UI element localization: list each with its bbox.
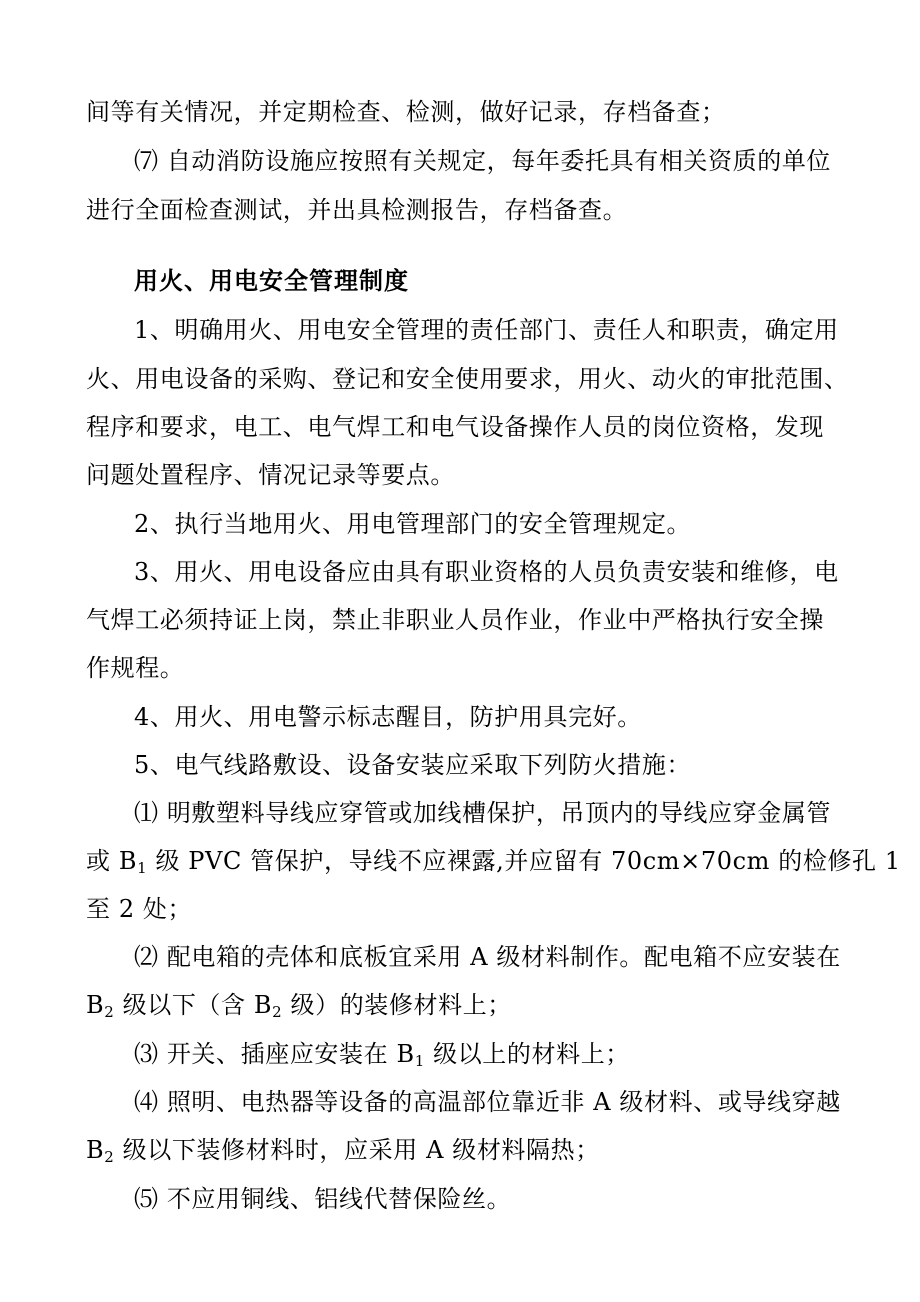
para-5: 5、电气线路敷设、设备安装应采取下列防火措施： [134, 751, 692, 779]
sub-item-2-line-2 [86, 990, 512, 1020]
para-1-line-1: 1、明确用火、用电安全管理的责任部门、责任人和职责，确定用 [134, 316, 839, 344]
sub-item-1-text-b: 级 PVC 管保护，导线不应裸露,并应留有 70cm×70cm 的检修孔 1 [147, 847, 901, 875]
sub-item-4-line-1: ⑷ 照明、电热器等设备的高温部位靠近非 A 级材料、或导线穿越 [134, 1088, 841, 1116]
sub-item-4-text-b: 级以下装修材料时，应采用 A 级材料隔热； [114, 1136, 600, 1164]
para-1-line-2: 火、用电设备的采购、登记和安全使用要求，用火、动火的审批范围、 [86, 365, 849, 393]
item-7-line-1: ⑺ 自动消防设施应按照有关规定，每年委托具有相关资质的单位 [134, 147, 832, 175]
sub-item-5: ⑸ 不应用铜线、铝线代替保险丝。 [134, 1185, 512, 1213]
sub-item-2-text-b: 级以下（含 B [114, 991, 273, 1019]
sub-item-1-line-3: 至 2 处； [86, 895, 193, 923]
item-7-line-2: 进行全面检查测试，并出具检测报告，存档备查。 [86, 196, 628, 224]
sub-item-4-line-2 [86, 1135, 600, 1165]
sub-item-1-line-2 [86, 846, 901, 876]
para-2: 2、执行当地用火、用电管理部门的安全管理规定。 [134, 510, 692, 538]
sub-item-2-text-a: B [86, 991, 105, 1019]
sub-item-2-text-c: 级）的装修材料上； [282, 991, 512, 1019]
sub-item-3 [134, 1039, 630, 1069]
sub-item-3-text-b: 级以上的材料上； [424, 1040, 630, 1068]
subscript: 2 [272, 1003, 283, 1021]
subscript: 2 [104, 1148, 115, 1166]
para-3-line-3: 作规程。 [86, 654, 185, 682]
para-1-line-3: 程序和要求，电工、电气焊工和电气设备操作人员的岗位资格，发现 [86, 413, 824, 441]
para-1-line-4: 问题处置程序、情况记录等要点。 [86, 461, 455, 489]
sub-item-3-text-a: ⑶ 开关、插座应安装在 B [134, 1040, 415, 1068]
sub-item-2-line-1: ⑵ 配电箱的壳体和底板宜采用 A 级材料制作。配电箱不应安装在 [134, 943, 841, 971]
sub-item-1-text-a: 或 B [86, 847, 138, 875]
para-3-line-2: 气焊工必须持证上岗，禁止非职业人员作业，作业中严格执行安全操 [86, 606, 824, 634]
subscript: 2 [104, 1003, 115, 1021]
subscript: 1 [137, 859, 148, 877]
sub-item-4-text-a: B [86, 1136, 105, 1164]
continuation-text: 间等有关情况，并定期检查、检测，做好记录，存档备查； [86, 98, 726, 126]
section-title: 用火、用电安全管理制度 [134, 266, 409, 295]
sub-item-1-line-1: ⑴ 明敷塑料导线应穿管或加线槽保护，吊顶内的导线应穿金属管 [134, 799, 832, 827]
para-4: 4、用火、用电警示标志醒目，防护用具完好。 [134, 703, 642, 731]
para-3-line-1: 3、用火、用电设备应由具有职业资格的人员负责安装和维修，电 [134, 558, 839, 586]
subscript: 1 [414, 1052, 425, 1070]
